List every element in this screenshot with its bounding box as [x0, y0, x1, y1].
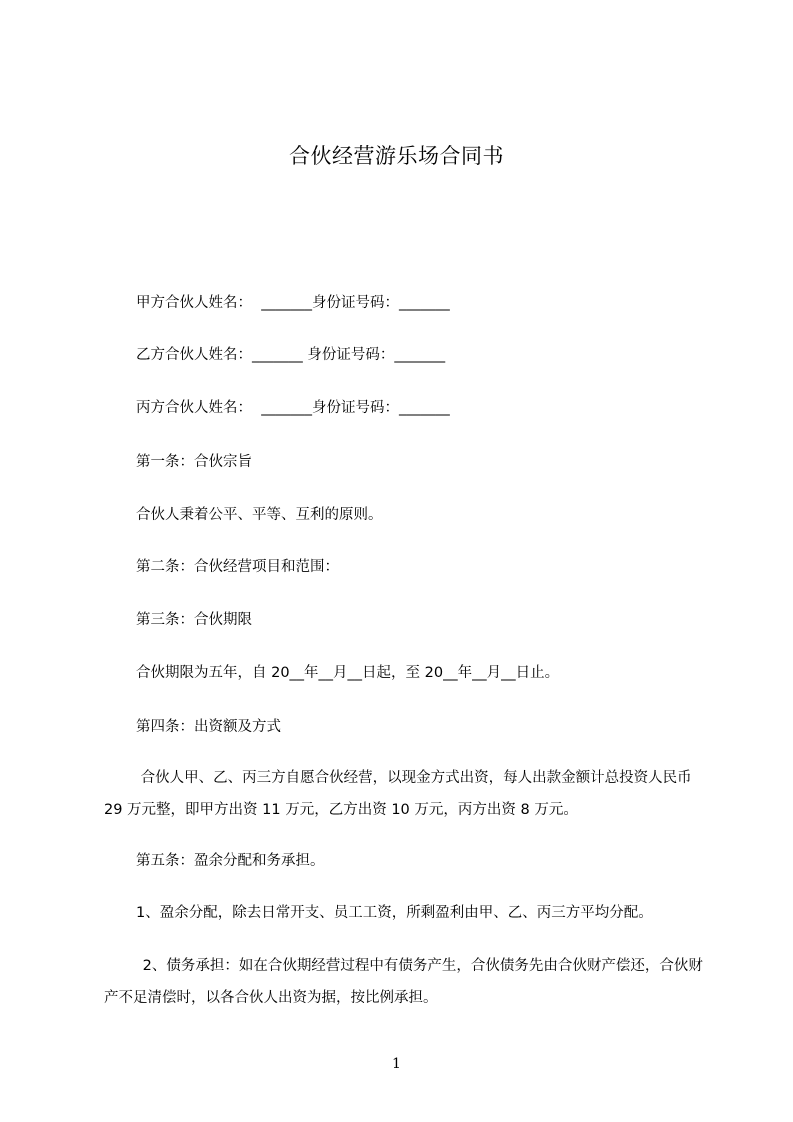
party-c-line: 丙方合伙人姓名： _______身份证号码：_______	[136, 400, 450, 416]
article-4-heading: 第四条：出资额及方式	[136, 719, 281, 735]
article-5-heading: 第五条：盈余分配和务承担。	[136, 853, 325, 869]
article-1-body: 合伙人秉着公平、平等、互利的原则。	[136, 507, 383, 523]
contract-title: 合伙经营游乐场合同书	[289, 144, 504, 168]
article-3-heading: 第三条：合伙期限	[136, 612, 252, 628]
page-number: 1	[392, 1056, 401, 1072]
party-a-line: 甲方合伙人姓名： _______身份证号码：_______	[136, 295, 450, 311]
article-4-body: 合伙人甲、乙、丙三方自愿合伙经营，以现金方式出资，每人出款金额计总投资人民币 29 万元整，即甲方出资 11 万元，乙方出资 10 万元，丙方出资 8 万元。	[104, 770, 697, 818]
article-3-body: 合伙期限为五年，自 20__年__月__日起，至 20__年__月__日止。	[136, 665, 560, 681]
article-1-heading: 第一条：合伙宗旨	[136, 454, 252, 470]
article-5-item-2: 2、债务承担：如在合伙期经营过程中有债务产生，合伙债务先由合伙财产偿还，合伙财产不足清偿时，以各合伙人出资为据，按比例承担。	[104, 958, 703, 1006]
article-2-heading: 第二条：合伙经营项目和范围：	[136, 559, 339, 575]
article-5-item-1: 1、盈余分配，除去日常开支、员工工资，所剩盈利由甲、乙、丙三方平均分配。	[136, 905, 653, 921]
party-b-line: 乙方合伙人姓名：_______ 身份证号码：_______	[136, 347, 446, 363]
